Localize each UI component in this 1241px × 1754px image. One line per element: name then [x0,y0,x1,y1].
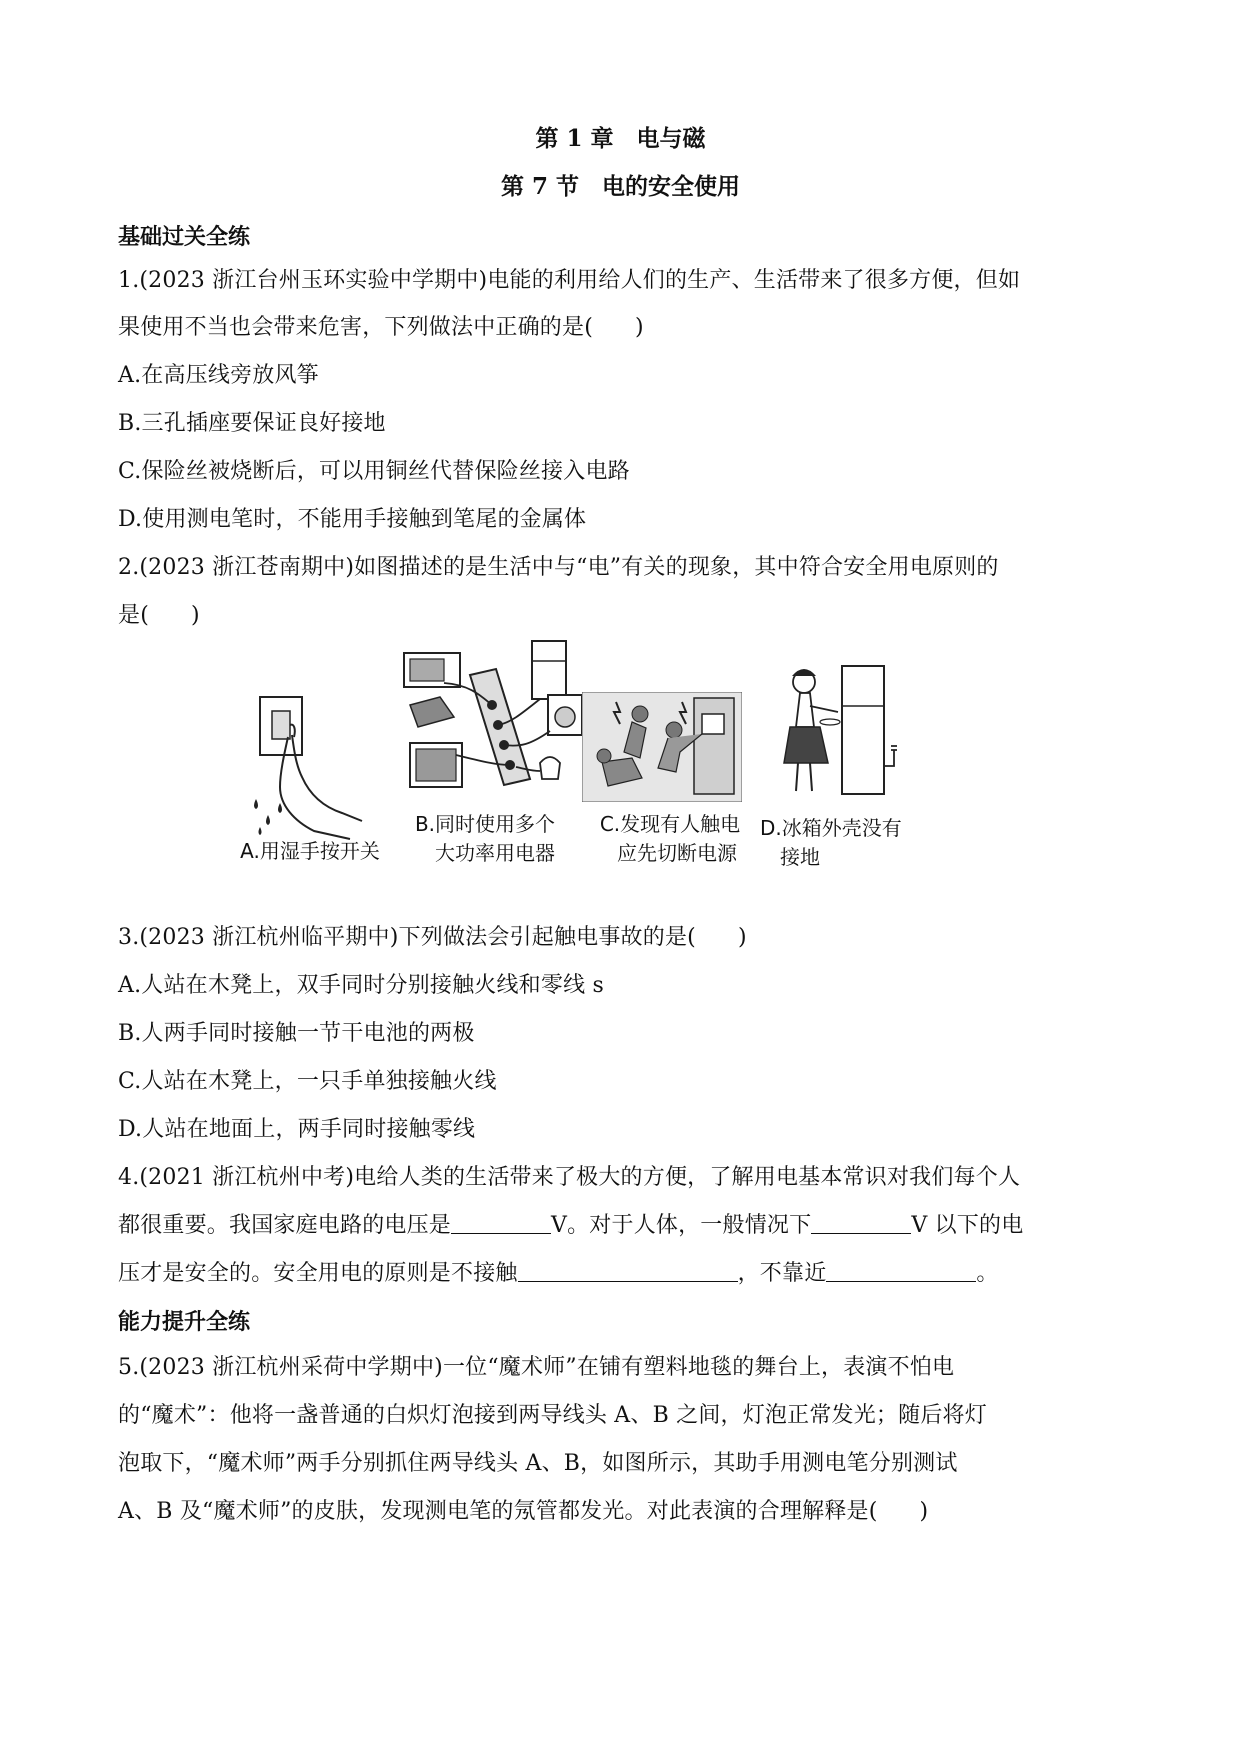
section-heading-advanced: 能力提升全练 [118,1309,251,1335]
q2-paren-close: ) [190,603,200,628]
q1-stem-line2 [118,310,644,341]
q2-stem-text: 是( [118,603,149,628]
caption-a-line1: A.用湿手按开关 [240,839,380,863]
q4-text-b: V。对于人体，一般情况下 [551,1213,812,1238]
q3-stem-text: 3.(2023 浙江杭州临平期中)下列做法会引起触电事故的是( [118,925,696,950]
q4-text-d: 压才是安全的。安全用电的原则是不接触 [118,1261,518,1286]
chapter-title: 第 1 章 电与磁 [535,125,706,152]
q1-option-a: A.在高压线旁放风筝 [118,363,319,388]
caption-d [760,812,930,870]
ungrounded-fridge-illustration [770,662,910,807]
q2-stem-line2 [118,598,200,629]
caption-d-line1: D.冰箱外壳没有 [760,816,902,840]
q2-figure [225,640,1025,900]
caption-b-line2: 大功率用电器 [435,841,555,865]
overloaded-power-strip-illustration [400,635,590,805]
q5-stem-text: A、B 及“魔术师”的皮肤，发现测电笔的氖管都发光。对此表演的合理解释是( [118,1499,878,1524]
q4-stem-line2 [118,1208,1023,1239]
q5-stem-line4 [118,1494,928,1525]
q3-option-c: C.人站在木凳上，一只手单独接触火线 [118,1069,497,1094]
section-title: 第 7 节 电的安全使用 [500,173,741,200]
q4-text-a: 都很重要。我国家庭电路的电压是 [118,1213,452,1238]
q4-blank-2[interactable] [811,1211,911,1234]
wet-hand-switch-illustration [250,695,370,840]
cut-off-power-rescue-illustration [582,692,742,802]
caption-c-line2: 应先切断电源 [617,841,737,865]
caption-c-line1: C.发现有人触电 [599,812,741,836]
q3-paren-close: ) [737,925,747,950]
q4-blank-4[interactable] [826,1259,976,1282]
caption-c [580,808,760,866]
q4-text-f: 。 [976,1261,999,1286]
q4-stem-line3 [118,1256,999,1287]
q5-stem-line2: 的“魔术”：他将一盏普通的白炽灯泡接到两导线头 A、B 之间，灯泡正常发光；随后将灯 [118,1403,987,1428]
q5-stem-line3: 泡取下，“魔术师”两手分别抓住两导线头 A、B，如图所示，其助手用测电笔分别测试 [118,1451,958,1476]
q3-option-a: A.人站在木凳上，双手同时分别接触火线和零线 s [118,973,604,998]
q1-option-b: B.三孔插座要保证良好接地 [118,411,386,436]
q3-option-d: D.人站在地面上，两手同时接触零线 [118,1117,476,1142]
q4-text-c: V 以下的电 [911,1213,1024,1238]
q4-blank-1[interactable] [451,1211,551,1234]
q1-option-c: C.保险丝被烧断后，可以用铜丝代替保险丝接入电路 [118,459,630,484]
q5-stem-line1: 5.(2023 浙江杭州采荷中学期中)一位“魔术师”在铺有塑料地毯的舞台上，表演不怕电 [118,1355,955,1380]
q4-blank-3[interactable] [518,1259,738,1282]
q1-option-d: D.使用测电笔时，不能用手接触到笔尾的金属体 [118,507,587,532]
q2-stem-line1: 2.(2023 浙江苍南期中)如图描述的是生活中与“电”有关的现象，其中符合安全用电原则的 [118,555,999,580]
q3-option-b: B.人两手同时接触一节干电池的两极 [118,1021,475,1046]
section-heading-basic: 基础过关全练 [118,224,251,250]
q4-text-e: ，不靠近 [737,1261,827,1286]
q5-paren-close: ) [919,1499,929,1524]
q1-stem-line1: 1.(2023 浙江台州玉环实验中学期中)电能的利用给人们的生产、生活带来了很多方便，但如 [118,268,1021,293]
q4-stem-line1: 4.(2021 浙江杭州中考)电给人类的生活带来了极大的方便，了解用电基本常识对我们每个人 [118,1165,1021,1190]
q3-stem [118,920,747,951]
caption-a [225,835,395,864]
q1-paren-close: ) [635,315,644,340]
caption-b-line1: B.同时使用多个 [414,812,556,836]
caption-d-line2: 接地 [780,845,820,869]
q1-stem-text: 果使用不当也会带来危害，下列做法中正确的是( [118,315,593,340]
caption-b [395,808,575,866]
